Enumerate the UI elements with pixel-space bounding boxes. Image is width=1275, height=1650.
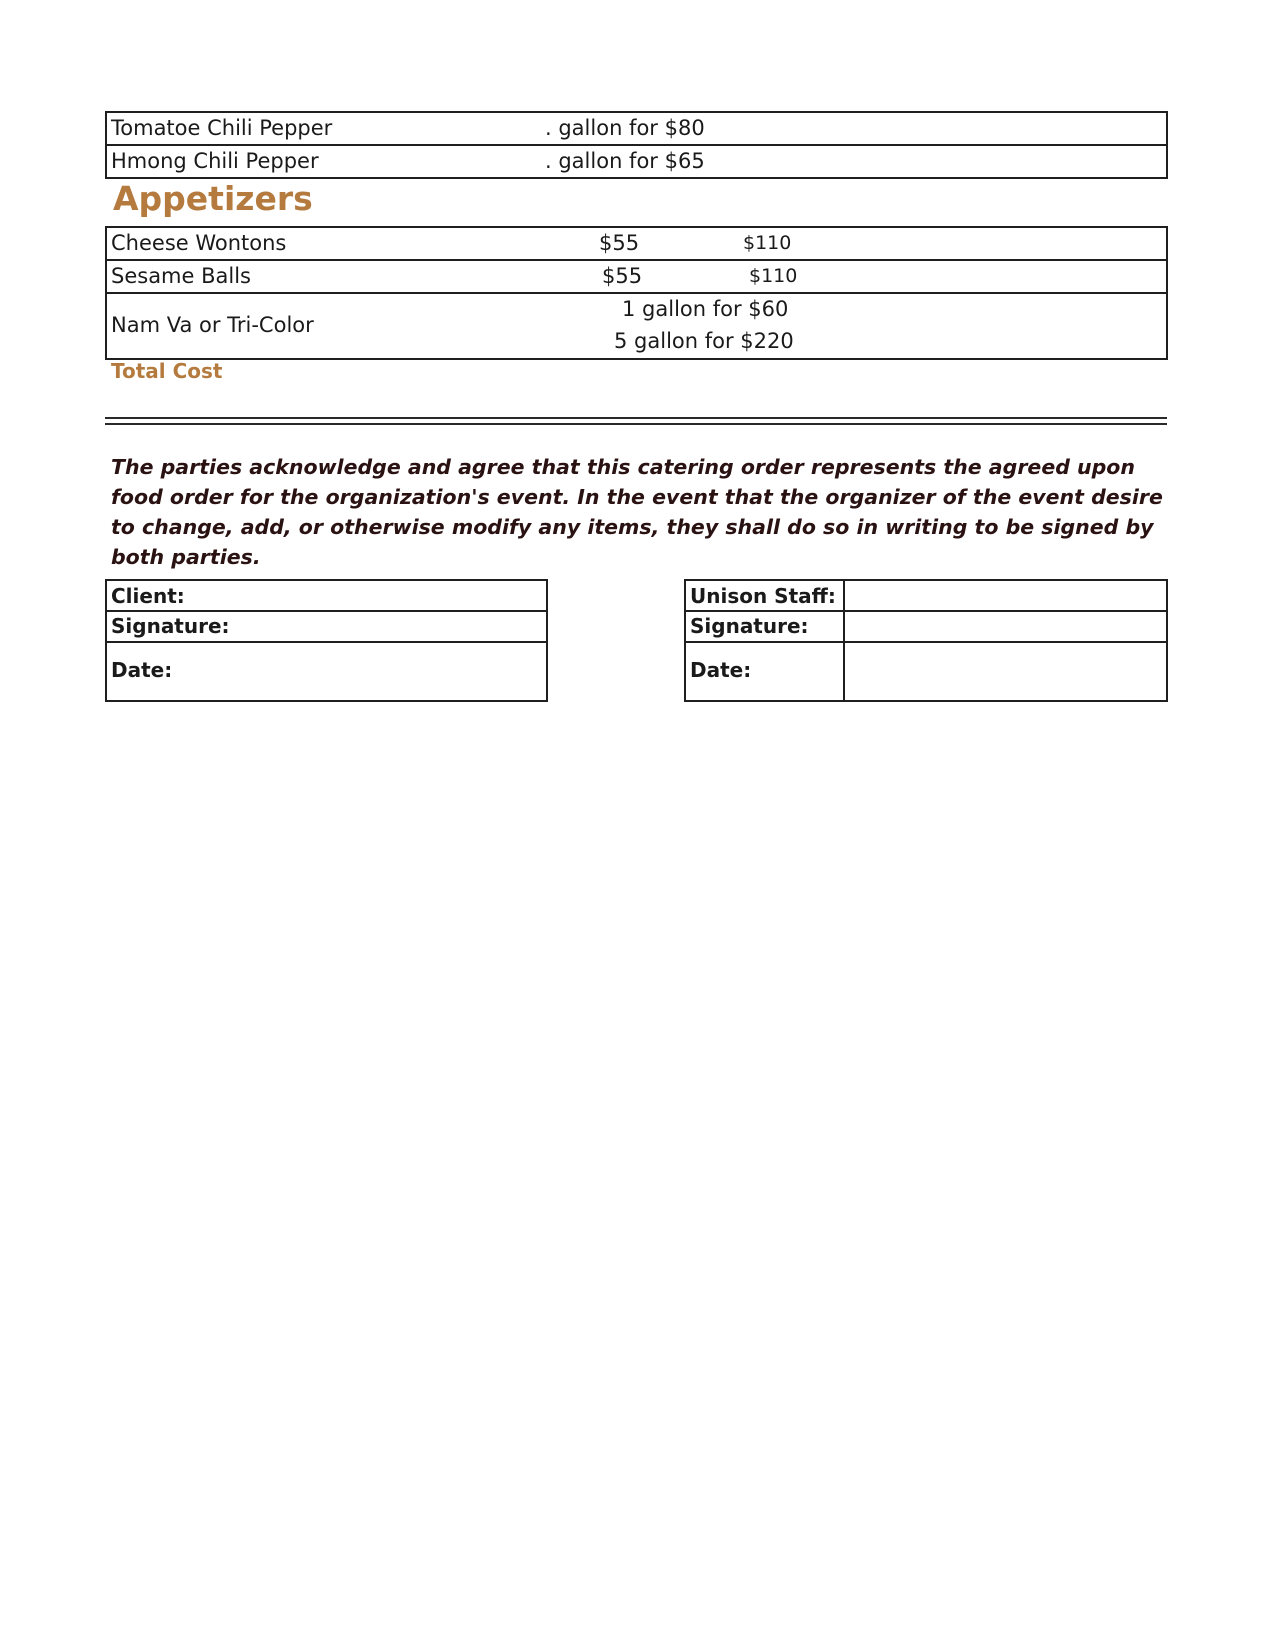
item-name: Sesame Balls bbox=[111, 264, 251, 288]
appetizers-heading: Appetizers bbox=[113, 179, 313, 218]
staff-signature-block bbox=[684, 579, 1168, 702]
divider bbox=[105, 417, 1167, 419]
item-price: . gallon for $65 bbox=[545, 149, 705, 173]
client-label: Client: bbox=[111, 584, 185, 608]
staff-label: Unison Staff: bbox=[690, 584, 836, 608]
price-large: $110 bbox=[743, 232, 792, 254]
price-small: $55 bbox=[599, 231, 640, 255]
price-line-2: 5 gallon for $220 bbox=[614, 329, 794, 353]
agreement-text: The parties acknowledge and agree that this catering order represents the agreed upon food order for the organization's event. In the event that the organizer of the event desire to change, add, or otherwise modify any items, they shall do so in writing to be signed by both parties. bbox=[111, 455, 1163, 569]
table-row bbox=[107, 146, 1166, 177]
divider bbox=[105, 423, 1167, 425]
date-label: Date: bbox=[111, 658, 173, 682]
total-cost-label: Total Cost bbox=[111, 359, 223, 383]
table-row bbox=[107, 113, 1166, 146]
signature-row[interactable] bbox=[107, 612, 546, 643]
date-label: Date: bbox=[690, 658, 752, 682]
signature-label: Signature: bbox=[690, 614, 809, 638]
price-large: $110 bbox=[749, 265, 798, 287]
item-name: Hmong Chili Pepper bbox=[111, 149, 319, 173]
client-signature-block bbox=[105, 579, 548, 702]
item-name: Nam Va or Tri-Color bbox=[111, 313, 314, 337]
appetizers-table bbox=[105, 226, 1168, 360]
signature-label: Signature: bbox=[111, 614, 230, 638]
table-row bbox=[107, 228, 1166, 261]
client-row bbox=[107, 581, 546, 612]
table-row bbox=[107, 294, 1166, 358]
signature-row[interactable] bbox=[686, 612, 1166, 643]
item-name: Tomatoe Chili Pepper bbox=[111, 116, 333, 140]
sauces-table bbox=[105, 111, 1168, 179]
staff-row[interactable] bbox=[686, 581, 1166, 612]
item-price: . gallon for $80 bbox=[545, 116, 705, 140]
price-line-1: 1 gallon for $60 bbox=[622, 297, 789, 321]
date-row[interactable] bbox=[686, 643, 1166, 700]
table-row bbox=[107, 261, 1166, 294]
price-small: $55 bbox=[602, 264, 643, 288]
date-row[interactable] bbox=[107, 643, 546, 700]
item-name: Cheese Wontons bbox=[111, 231, 287, 255]
